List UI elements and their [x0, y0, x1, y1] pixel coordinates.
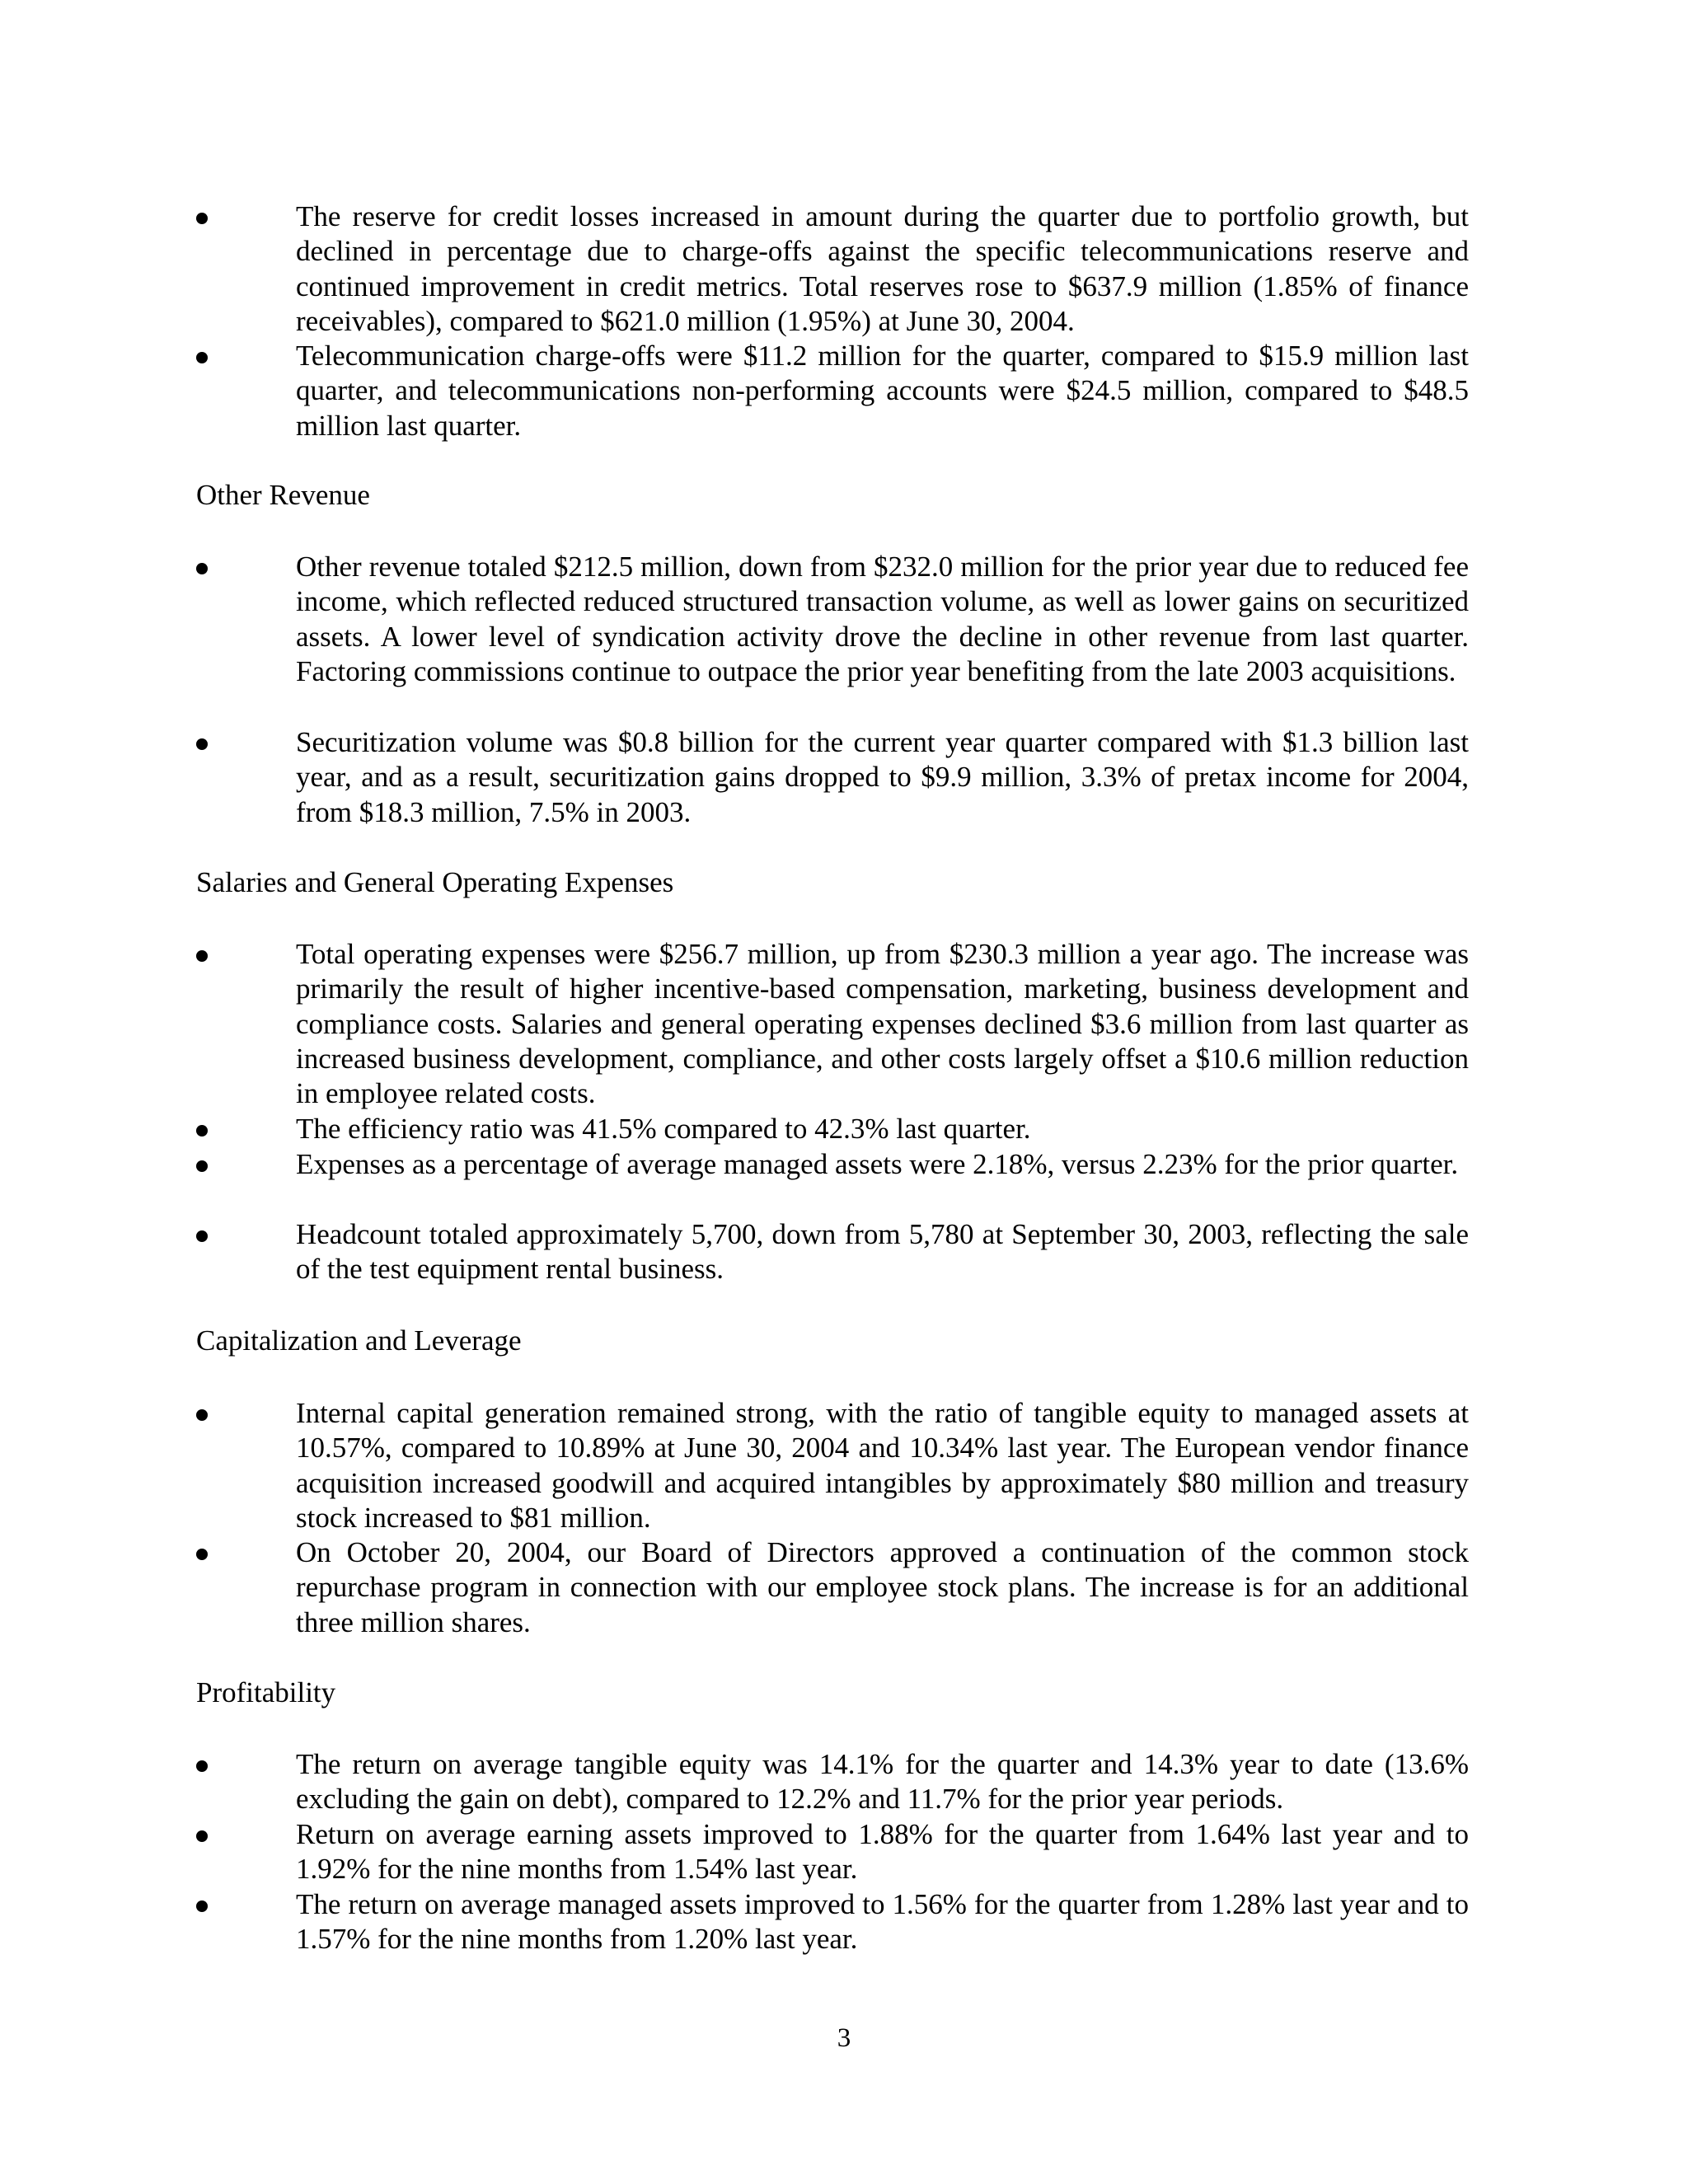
- bullet-dot: [196, 563, 208, 574]
- bullet-dot: [196, 1830, 208, 1842]
- bullet-dot: [196, 950, 208, 962]
- bullet-text: Securitization volume was $0.8 billion for the current year quarter compared with $1.3 billion last year, and as a result, securitization gains dropped to $9.9 million, 3.3% of pretax income for 2004, from $18.3 million, 7.5% in 2003.: [296, 726, 1469, 828]
- bullet-text: Return on average earning assets improved to 1.88% for the quarter from 1.64% last year and to 1.92% for the nine months from 1.54% last year.: [296, 1818, 1469, 1886]
- bullet-text: The return on average managed assets improved to 1.56% for the quarter from 1.28% last year and to 1.57% for the nine months from 1.20% last year.: [296, 1888, 1469, 1956]
- bullet-dot: [196, 352, 208, 363]
- bullet-text: Telecommunication charge-offs were $11.2 million for the quarter, compared to $15.9 million last quarter, and telecommunications non-performing accounts were $24.5 million, compared to $48.5 million last quarter.: [296, 340, 1469, 442]
- bullet-dot: [196, 1230, 208, 1242]
- bullet-dot: [196, 1549, 208, 1560]
- bullet-dot: [196, 1160, 208, 1172]
- bullet-text: Internal capital generation remained strong, with the ratio of tangible equity to managed assets at 10.57%, compared to 10.89% at June 30, 2004 and 10.34% last year. The European vendor finance acquisition increased goodwill and acquired intangibles by approximately $80 million and treasury stock increased to $81 million.: [296, 1397, 1469, 1534]
- bullet-text: Headcount totaled approximately 5,700, down from 5,780 at September 30, 2003, reflecting the sale of the test equipment rental business.: [296, 1218, 1469, 1286]
- bullet-text: Expenses as a percentage of average managed assets were 2.18%, versus 2.23% for the prior quarter.: [296, 1148, 1459, 1180]
- bullet-dot: [196, 738, 208, 750]
- bullet-dot: [196, 213, 208, 224]
- page-number: 3: [837, 2023, 851, 2053]
- bullet-dot: [196, 1409, 208, 1421]
- bullet-text: The efficiency ratio was 41.5% compared to 42.3% last quarter.: [296, 1113, 1031, 1145]
- bullet-text: The reserve for credit losses increased in amount during the quarter due to portfolio growth, but declined in percentage due to charge-offs against the specific telecommunications reserve and continued improvement in credit metrics. Total reserves rose to $637.9 million (1.85% of finance receivables), compared to $621.0 million (1.95%) at June 30, 2004.: [296, 200, 1469, 337]
- bullet-dot: [196, 1125, 208, 1137]
- bullet-text: On October 20, 2004, our Board of Directors approved a continuation of the common stock repurchase program in connection with our employee stock plans. The increase is for an additional three million shares.: [296, 1536, 1469, 1638]
- section-heading-other-revenue: Other Revenue: [196, 479, 370, 511]
- bullet-dot: [196, 1760, 208, 1772]
- section-heading-capitalization: Capitalization and Leverage: [196, 1324, 522, 1357]
- bullet-text: The return on average tangible equity was 14.1% for the quarter and 14.3% year to date (13.6% excluding the gain on debt), compared to 12.2% and 11.7% for the prior year periods.: [296, 1748, 1469, 1816]
- bullet-text: Other revenue totaled $212.5 million, down from $232.0 million for the prior year due to reduced fee income, which reflected reduced structured transaction volume, as well as lower gains on securitized assets. A lower level of syndication activity drove the decline in other revenue from last quarter. Factoring commissions continue to outpace the prior year benefiting from the late 2003 acquisitions.: [296, 551, 1469, 687]
- section-heading-profitability: Profitability: [196, 1676, 336, 1708]
- section-heading-salaries: Salaries and General Operating Expenses: [196, 866, 674, 898]
- bullet-dot: [196, 1900, 208, 1912]
- bullet-text: Total operating expenses were $256.7 million, up from $230.3 million a year ago. The increase was primarily the result of higher incentive-based compensation, marketing, business development and compliance costs. Salaries and general operating expenses declined $3.6 million from last quarter as increased business development, compliance, and other costs largely offset a $10.6 million reduction in employee related costs.: [296, 938, 1469, 1110]
